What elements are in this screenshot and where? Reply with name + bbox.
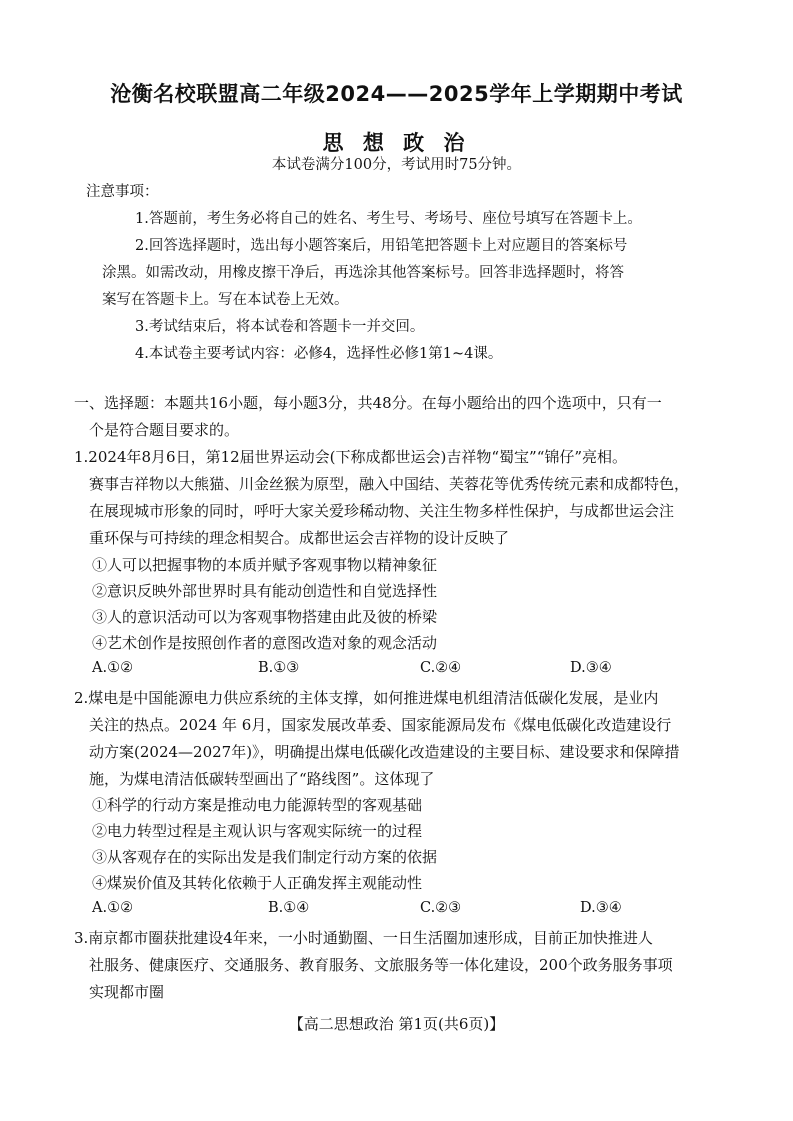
notice-item: 2.回答选择题时，选出每小题答案后，用铅笔把答题卡上对应题目的答案标号	[135, 238, 628, 254]
section-heading: 一、选择题：本题共16小题，每小题3分，共48分。在每小题给出的四个选项中，只有一	[74, 394, 662, 412]
question-1-statement: ②意识反映外部世界时具有能动创造性和自觉选择性	[92, 582, 438, 600]
question-1-statement: ④艺术创作是按照创作者的意图改造对象的观念活动	[92, 634, 438, 652]
notice-item: 1.答题前，考生务必将自己的姓名、考生号、考场号、座位号填写在答题卡上。	[135, 211, 642, 227]
question-1-stem: 1.2024年8月6日，第12届世界运动会(下称成都世运会)吉祥物“蜀宝”“锦仔”亮相。	[74, 448, 628, 466]
question-1-option-a: A.①②	[92, 660, 134, 676]
notice-item: 4.本试卷主要考试内容：必修4，选择性必修1第1~4课。	[135, 346, 503, 362]
question-2-stem: 施，为煤电清洁低碳转型画出了“路线图”。这体现了	[89, 770, 435, 788]
question-2-stem: 关注的热点。2024 年 6月，国家发展改革委、国家能源局发布《煤电低碳化改造建设行	[89, 716, 672, 734]
exam-title: 沧衡名校联盟高二年级2024——2025学年上学期期中考试	[110, 82, 683, 106]
question-2-stem: 动方案(2024—2027年)》，明确提出煤电低碳化改造建设的主要目标、建设要求和保障措	[89, 743, 680, 761]
subject-title: 思 想 政 治	[322, 131, 471, 155]
question-1-statement: ①人可以把握事物的本质并赋予客观事物以精神象征	[92, 556, 438, 574]
question-1-option-b: B.①③	[258, 660, 300, 676]
notice-item: 3.考试结束后，将本试卷和答题卡一并交回。	[135, 319, 425, 335]
question-2-statement: ④煤炭价值及其转化依赖于人正确发挥主观能动性	[92, 874, 423, 892]
question-1-option-c: C.②④	[420, 660, 462, 676]
question-2-stem: 2.煤电是中国能源电力供应系统的主体支撑，如何推进煤电机组清洁低碳化发展，是业内	[74, 689, 659, 707]
question-3-stem: 3.南京都市圈获批建设4年来，一小时通勤圈、一日生活圈加速形成，目前正加快推进人	[74, 929, 653, 947]
question-2-option-c: C.②③	[420, 900, 462, 916]
section-heading-cont: 个是符合题目要求的。	[89, 421, 240, 439]
notice-item: 案写在答题卡上。写在本试卷上无效。	[102, 292, 349, 308]
exam-info: 本试卷满分100分，考试用时75分钟。	[271, 157, 522, 173]
page-footer: 【高二思想政治 第1页(共6页)】	[288, 1015, 505, 1033]
question-2-statement: ①科学的行动方案是推动电力能源转型的客观基础	[92, 796, 423, 814]
question-3-stem: 实现都市圈	[89, 983, 165, 1001]
notice-heading: 注意事项：	[86, 184, 159, 200]
question-1-stem: 赛事吉祥物以大熊猫、川金丝猴为原型，融入中国结、芙蓉花等优秀传统元素和成都特色，	[89, 475, 690, 493]
question-3-stem: 社服务、健康医疗、交通服务、教育服务、文旅服务等一体化建设，200个政务服务事项	[89, 956, 673, 974]
question-1-option-d: D.③④	[570, 660, 612, 676]
question-2-option-d: D.③④	[580, 900, 622, 916]
question-1-stem: 重环保与可持续的理念相契合。成都世运会吉祥物的设计反映了	[89, 529, 510, 547]
question-2-statement: ②电力转型过程是主观认识与客观实际统一的过程	[92, 822, 423, 840]
question-2-statement: ③从客观存在的实际出发是我们制定行动方案的依据	[92, 848, 438, 866]
question-1-statement: ③人的意识活动可以为客观事物搭建由此及彼的桥梁	[92, 608, 438, 626]
notice-item: 涂黑。如需改动，用橡皮擦干净后，再选涂其他答案标号。回答非选择题时，将答	[102, 265, 624, 281]
question-2-option-b: B.①④	[268, 900, 310, 916]
question-2-option-a: A.①②	[92, 900, 134, 916]
question-1-stem: 在展现城市形象的同时，呼吁大家关爱珍稀动物、关注生物多样性保护，与成都世运会注	[89, 502, 675, 520]
